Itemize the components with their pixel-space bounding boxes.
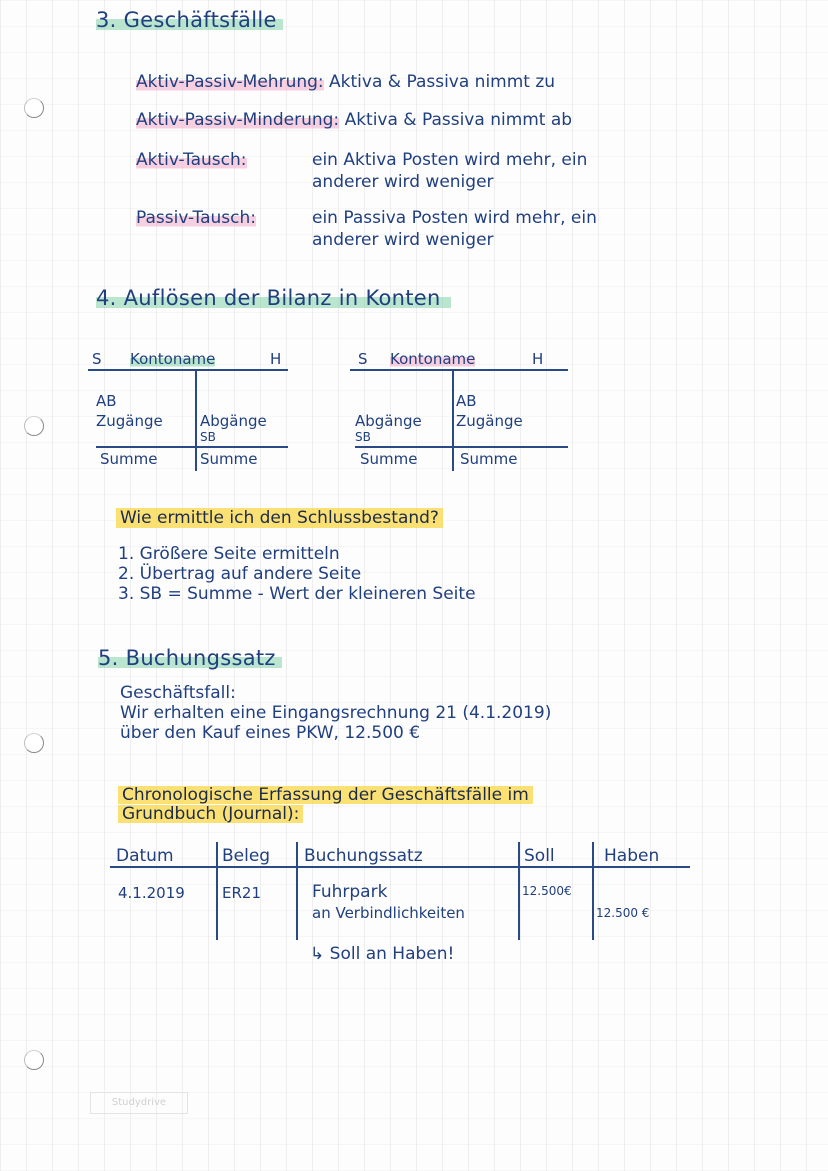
sum-right: Summe bbox=[200, 450, 258, 468]
t-account-sum-line bbox=[355, 446, 568, 448]
entry-abgaenge: Abgänge bbox=[355, 412, 422, 430]
journal-note: ↳ Soll an Haben! bbox=[310, 944, 455, 964]
journal-title-1: Chronologische Erfassung der Geschäftsfälle im bbox=[118, 786, 533, 804]
sum-left: Summe bbox=[100, 450, 158, 468]
column-header-datum: Datum bbox=[116, 846, 174, 866]
cell-haben: 12.500 € bbox=[596, 906, 650, 920]
punch-hole bbox=[24, 416, 44, 436]
description-passiv-tausch-2: anderer wird weniger bbox=[312, 230, 494, 250]
term: Aktiv-Passiv-Mehrung: bbox=[136, 72, 324, 92]
journal-title-2: Grundbuch (Journal): bbox=[118, 805, 303, 823]
debit-label: S bbox=[92, 350, 102, 368]
entry-abgaenge: Abgänge bbox=[200, 412, 267, 430]
case-line-1: Wir erhalten eine Eingangsrechnung 21 (4.1.2019) bbox=[120, 703, 552, 723]
term-aktiv-tausch: Aktiv-Tausch: bbox=[136, 150, 247, 170]
section-5-title: 5. Buchungssatz bbox=[98, 646, 282, 670]
journal-divider bbox=[518, 842, 520, 940]
journal-header-line bbox=[110, 866, 690, 868]
term-passiv-tausch: Passiv-Tausch: bbox=[136, 208, 256, 228]
case-line-2: über den Kauf eines PKW, 12.500 € bbox=[120, 723, 421, 743]
column-header-soll: Soll bbox=[524, 846, 555, 866]
credit-label: H bbox=[532, 350, 544, 368]
account-name: Kontoname bbox=[130, 350, 216, 368]
cell-datum: 4.1.2019 bbox=[118, 884, 185, 902]
account-name: Kontoname bbox=[390, 350, 476, 368]
entry-ab: AB bbox=[96, 392, 117, 410]
t-account-top-line bbox=[350, 369, 568, 371]
definition-aktiv-passiv-mehrung bbox=[136, 72, 555, 92]
schlussbestand-question: Wie ermittle ich den Schlussbestand? bbox=[116, 508, 443, 528]
description-aktiv-tausch-2: anderer wird weniger bbox=[312, 172, 494, 192]
journal-divider bbox=[216, 842, 218, 940]
column-header-buchungssatz: Buchungssatz bbox=[304, 846, 423, 866]
sum-left: Summe bbox=[360, 450, 418, 468]
description: Aktiva & Passiva nimmt ab bbox=[344, 110, 573, 130]
step-3: 3. SB = Summe - Wert der kleineren Seite bbox=[118, 584, 476, 604]
section-4-title: 4. Auflösen der Bilanz in Konten bbox=[96, 286, 451, 310]
debit-label: S bbox=[358, 350, 368, 368]
cell-beleg: ER21 bbox=[222, 884, 261, 902]
cell-buchung-credit: an Verbindlichkeiten bbox=[312, 904, 465, 922]
description: Aktiva & Passiva nimmt zu bbox=[329, 72, 556, 92]
sum-right: Summe bbox=[460, 450, 518, 468]
description-aktiv-tausch-1: ein Aktiva Posten wird mehr, ein bbox=[312, 150, 588, 170]
entry-ab: AB bbox=[456, 392, 477, 410]
entry-sb: SB bbox=[355, 430, 371, 444]
step-1: 1. Größere Seite ermitteln bbox=[118, 544, 340, 564]
cell-buchung-debit: Fuhrpark bbox=[312, 882, 388, 902]
term: Aktiv-Passiv-Minderung: bbox=[136, 110, 340, 130]
t-account-divider bbox=[452, 369, 454, 471]
definition-aktiv-passiv-minderung bbox=[136, 110, 572, 130]
entry-zugaenge: Zugänge bbox=[96, 412, 163, 430]
entry-sb: SB bbox=[200, 430, 216, 444]
journal-divider bbox=[592, 842, 594, 940]
punch-hole bbox=[24, 98, 44, 118]
punch-hole bbox=[24, 733, 44, 753]
cell-soll: 12.500€ bbox=[522, 884, 572, 898]
t-account-top-line bbox=[88, 369, 288, 371]
column-header-haben: Haben bbox=[604, 846, 660, 866]
t-account-sum-line bbox=[96, 446, 288, 448]
section-3-title: 3. Geschäftsfälle bbox=[96, 8, 283, 32]
case-label: Geschäftsfall: bbox=[120, 683, 236, 703]
description-passiv-tausch-1: ein Passiva Posten wird mehr, ein bbox=[312, 208, 597, 228]
step-2: 2. Übertrag auf andere Seite bbox=[118, 564, 362, 584]
column-header-beleg: Beleg bbox=[222, 846, 271, 866]
credit-label: H bbox=[270, 350, 282, 368]
punch-hole bbox=[24, 1050, 44, 1070]
watermark-stamp: Studydrive bbox=[90, 1092, 188, 1114]
t-account-divider bbox=[195, 369, 197, 471]
journal-divider bbox=[296, 842, 298, 940]
entry-zugaenge: Zugänge bbox=[456, 412, 523, 430]
